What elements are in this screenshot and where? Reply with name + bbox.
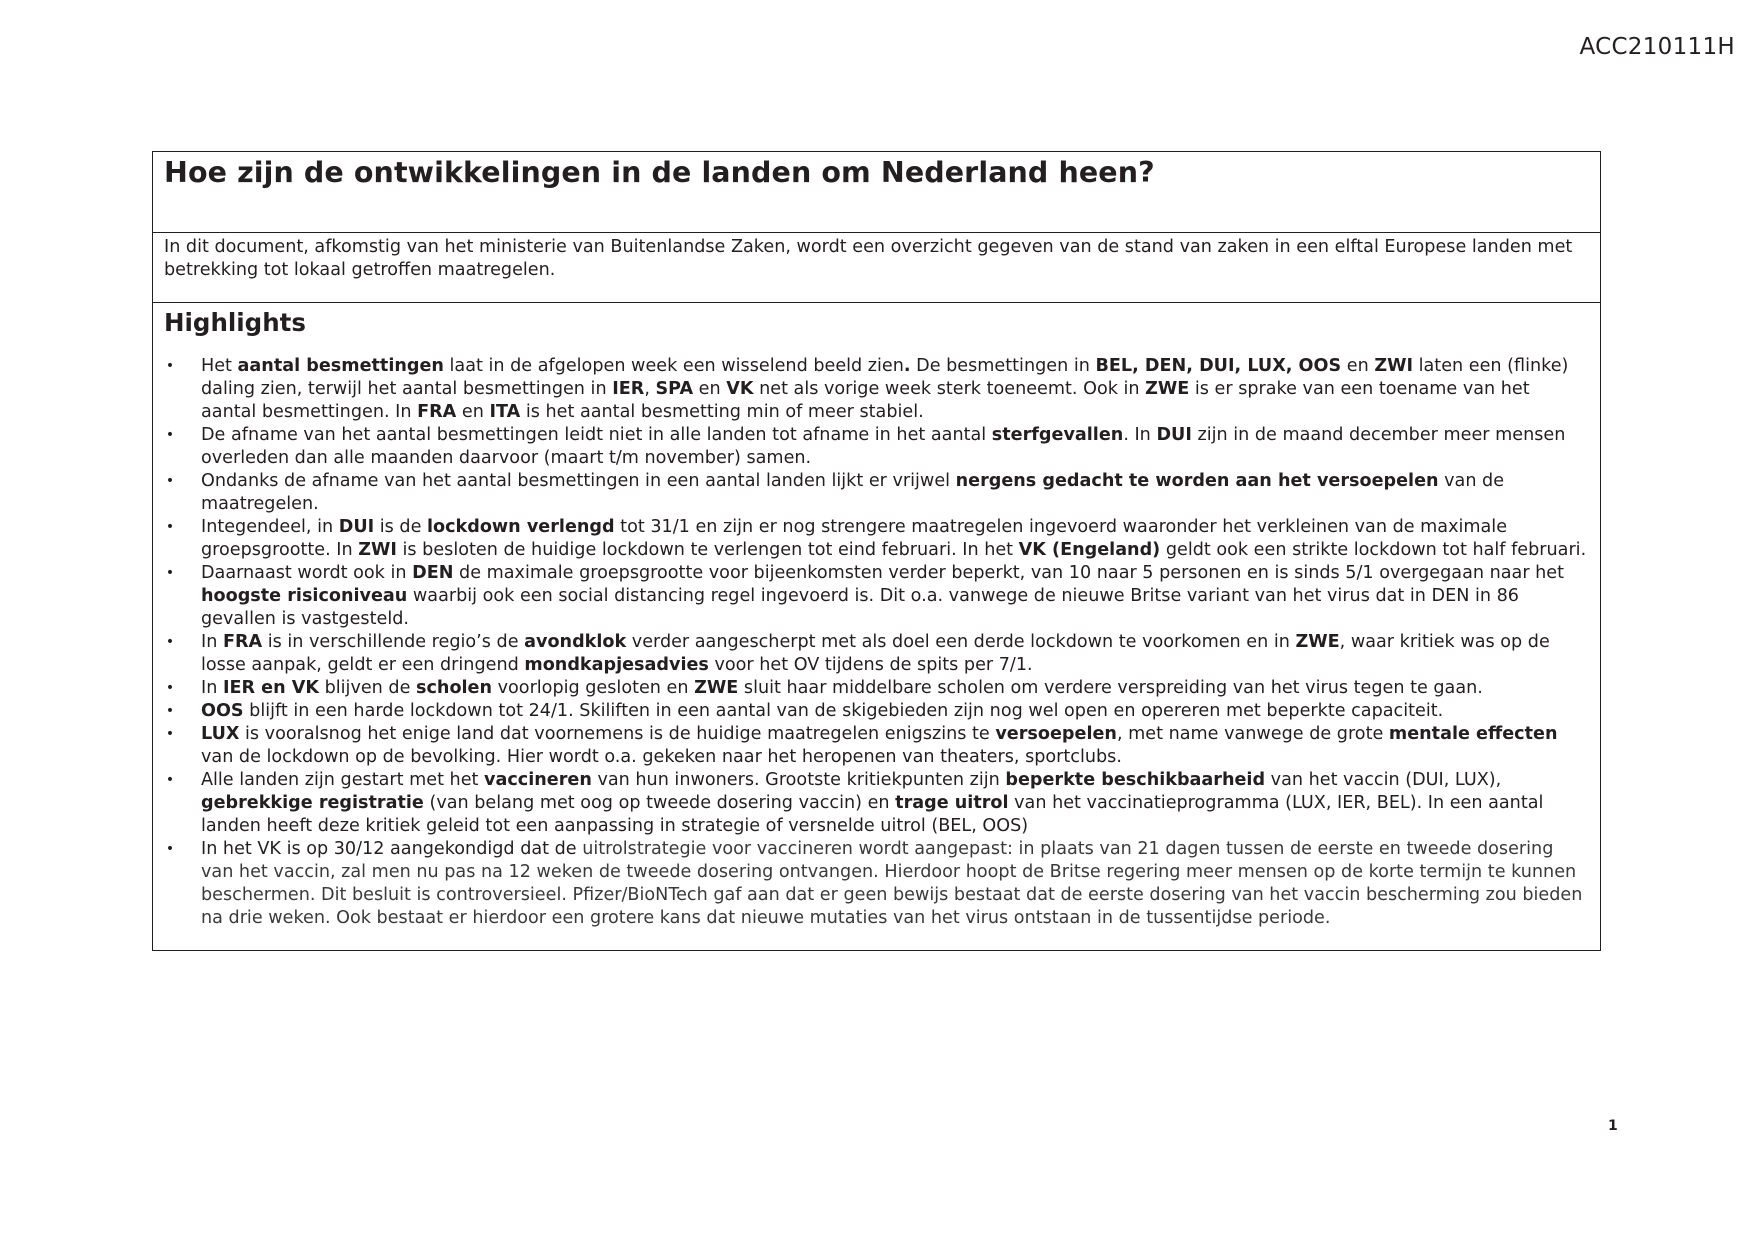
- emphasis-text: versoepelen: [995, 724, 1117, 744]
- highlight-text: is het aantal besmetting min of meer stabiel.: [520, 402, 924, 422]
- emphasis-text: vaccineren: [484, 770, 592, 790]
- bullet-icon: •: [165, 703, 175, 719]
- bullet-icon: •: [165, 427, 175, 443]
- page-number: 1: [1608, 1118, 1618, 1134]
- intro-cell: [153, 233, 1600, 303]
- emphasis-text: ITA: [489, 402, 521, 422]
- highlight-item: [164, 677, 1589, 700]
- emphasis-text: aantal besmettingen: [237, 356, 444, 376]
- highlight-text: de maximale groepsgrootte voor bijeenkomsten verder beperkt, van 10 naar 5 personen en is sinds 5/1 overgegaan naar het: [453, 563, 1565, 583]
- emphasis-text: scholen: [416, 678, 493, 698]
- emphasis-text: BEL, DEN, DUI, LUX, OOS: [1095, 356, 1342, 376]
- highlight-item: [164, 723, 1589, 769]
- emphasis-text: nergens gedacht te worden aan het versoepelen: [955, 471, 1439, 491]
- highlight-item: [164, 838, 1589, 930]
- highlight-text: voorlopig gesloten en: [492, 678, 695, 698]
- highlight-text: is er sprake van een toename van het aantal besmettingen. In: [201, 379, 1530, 422]
- emphasis-text: hoogste risiconiveau: [201, 586, 408, 606]
- highlight-text: is de: [374, 517, 427, 537]
- bullet-icon: •: [165, 565, 175, 581]
- highlight-text: en: [693, 379, 727, 399]
- bullet-icon: •: [165, 519, 175, 535]
- emphasis-text: VK: [726, 379, 754, 399]
- highlight-item: [164, 355, 1589, 424]
- emphasis-text: OOS: [201, 701, 244, 721]
- emphasis-text: DEN: [412, 563, 454, 583]
- emphasis-text: mentale effecten: [1388, 724, 1558, 744]
- highlight-text: , waar kritiek was op de losse aanpak, geldt er een dringend: [201, 632, 1550, 675]
- emphasis-text: gebrekkige registratie: [201, 793, 424, 813]
- emphasis-text: ZWI: [358, 540, 397, 560]
- page-title: Hoe zijn de ontwikkelingen in de landen om Nederland heen?: [164, 156, 1155, 189]
- emphasis-text: ZWE: [694, 678, 739, 698]
- highlight-text: In: [201, 632, 223, 652]
- emphasis-text: LUX: [201, 724, 240, 744]
- highlight-text: van de lockdown op de bevolking. Hier wordt o.a. gekeken naar het heropenen van theaters, sportclubs.: [201, 747, 1122, 767]
- highlight-text: blijven de: [319, 678, 417, 698]
- emphasis-text: beperkte beschikbaarheid: [1005, 770, 1266, 790]
- highlight-text: laat in de afgelopen week een wisselend beeld zien: [443, 356, 904, 376]
- highlight-text: De afname van het aantal besmettingen leidt niet in alle landen tot afname in het aantal: [201, 425, 992, 445]
- highlight-text: Integendeel, in: [201, 517, 339, 537]
- highlights-heading: Highlights: [164, 308, 306, 337]
- emphasis-text: sterfgevallen: [991, 425, 1124, 445]
- emphasis-text: ZWE: [1295, 632, 1340, 652]
- highlight-text: Ondanks de afname van het aantal besmettingen in een aantal landen lijkt er vrijwel: [201, 471, 956, 491]
- highlight-item: [164, 562, 1589, 631]
- bullet-icon: •: [165, 473, 175, 489]
- highlight-text: van hun inwoners. Grootste kritiekpunten zijn: [591, 770, 1006, 790]
- highlight-item: [164, 769, 1589, 838]
- emphasis-text: FRA: [222, 632, 263, 652]
- highlight-text: (van belang met oog op tweede dosering vaccin) en: [423, 793, 896, 813]
- highlight-text: . In: [1123, 425, 1157, 445]
- emphasis-text: DUI: [1156, 425, 1192, 445]
- highlights-cell: [153, 303, 1600, 950]
- highlight-text: en: [456, 402, 490, 422]
- content-table: [152, 151, 1601, 951]
- emphasis-text: IER en VK: [222, 678, 320, 698]
- highlight-text: In: [201, 678, 223, 698]
- highlight-text: verder aangescherpt met als doel een derde lockdown te voorkomen en in: [626, 632, 1296, 652]
- emphasis-text: FRA: [417, 402, 457, 422]
- bullet-icon: •: [165, 680, 175, 696]
- highlight-text: is vooralsnog het enige land dat voornemens is de huidige maatregelen enigszins te: [239, 724, 996, 744]
- highlight-text: voor het OV tijdens de spits per 7/1.: [708, 655, 1033, 675]
- highlight-text: van de maatregelen.: [201, 471, 1505, 514]
- emphasis-text: ZWE: [1145, 379, 1190, 399]
- highlight-text: Daarnaast wordt ook in: [201, 563, 413, 583]
- emphasis-text: avondklok: [524, 632, 627, 652]
- emphasis-text: mondkapjesadvies: [524, 655, 709, 675]
- highlight-text: Alle landen zijn gestart met het: [201, 770, 485, 790]
- highlight-text: en: [1341, 356, 1375, 376]
- emphasis-text: lockdown verlengd: [427, 517, 615, 537]
- highlight-text: tot 31/1 en zijn er nog strengere maatregelen ingevoerd waaronder het verkleinen van de maximale groepsgrootte. In: [201, 517, 1508, 560]
- emphasis-text: DUI: [338, 517, 375, 537]
- title-cell: [153, 152, 1600, 233]
- highlight-text: sluit haar middelbare scholen om verdere verspreiding van het virus tegen te gaan.: [738, 678, 1483, 698]
- emphasis-text: .: [903, 356, 911, 376]
- bullet-icon: •: [165, 841, 175, 857]
- highlights-list: [164, 355, 1589, 930]
- highlight-item: [164, 631, 1589, 677]
- highlight-text: geldt ook een strikte lockdown tot half februari.: [1160, 540, 1587, 560]
- highlight-text: , met name vanwege de grote: [1116, 724, 1389, 744]
- highlight-text: van het vaccin (DUI, LUX),: [1265, 770, 1502, 790]
- bullet-icon: •: [165, 358, 175, 374]
- highlight-item: [164, 424, 1589, 470]
- document-code: ACC210111H: [1579, 34, 1735, 60]
- highlight-text: zijn in de maand december meer mensen overleden dan alle maanden daarvoor (maart t/m november) samen.: [201, 425, 1566, 468]
- highlight-text: waarbij ook een social distancing regel ingevoerd is. Dit o.a. vanwege de nieuwe Britse variant van het virus dat in DEN in 86 gevallen is vastgesteld.: [201, 586, 1519, 629]
- emphasis-text: VK (Engeland): [1018, 540, 1161, 560]
- highlight-text: blijft in een harde lockdown tot 24/1. Skiliften in een aantal van de skigebieden zijn nog wel open en opereren met beperkte capaciteit.: [243, 701, 1444, 721]
- emphasis-text: ZWI: [1374, 356, 1414, 376]
- highlight-text: laten een (flinke) daling zien, terwijl het aantal besmettingen in: [201, 356, 1569, 399]
- highlight-text: is besloten de huidige lockdown te verlengen tot eind februari. In het: [396, 540, 1019, 560]
- intro-text: In dit document, afkomstig van het ministerie van Buitenlandse Zaken, wordt een overzicht gegeven van de stand van zaken in een elftal Europese landen met betrekking tot lokaal getroffen maatregelen.: [164, 237, 1573, 280]
- highlight-text: Het: [201, 356, 238, 376]
- highlight-text: van het vaccinatieprogramma (LUX, IER, BEL). In een aantal landen heeft deze kritiek geleid tot een aanpassing in strategie of versnelde uitrol (BEL, OOS): [201, 793, 1544, 836]
- bullet-icon: •: [165, 634, 175, 650]
- bullet-icon: •: [165, 772, 175, 788]
- bullet-icon: •: [165, 726, 175, 742]
- highlight-item: [164, 470, 1589, 516]
- emphasis-text: trage uitrol: [895, 793, 1009, 813]
- emphasis-text: SPA: [655, 379, 694, 399]
- highlight-text: uitrolstrategie voor vaccineren wordt aangepast: in plaats van 21 dagen tussen de eerste en tweede dosering van het vaccin, zal men nu pas na 12 weken de tweede dosering ontvangen. Hierdoor hoopt de Britse regering meer mensen op de korte termijn te kunnen beschermen. Dit besluit is controversieel. Pfizer/BioNTech gaf aan dat er geen bewijs bestaat dat de eerste dosering van het vaccin bescherming zou bieden na drie weken. Ook bestaat er hierdoor een grotere kans dat nieuwe mutaties van het virus ontstaan in de tussentijdse periode.: [201, 839, 1583, 928]
- highlight-item: [164, 700, 1589, 723]
- highlight-text: De besmettingen in: [910, 356, 1096, 376]
- highlight-text: net als vorige week sterk toeneemt. Ook in: [753, 379, 1146, 399]
- highlight-item: [164, 516, 1589, 562]
- highlight-text: In het VK is op 30/12 aangekondigd dat de: [201, 839, 583, 859]
- highlight-text: ,: [644, 379, 656, 399]
- highlight-text: is in verschillende regio’s de: [262, 632, 525, 652]
- emphasis-text: IER: [612, 379, 645, 399]
